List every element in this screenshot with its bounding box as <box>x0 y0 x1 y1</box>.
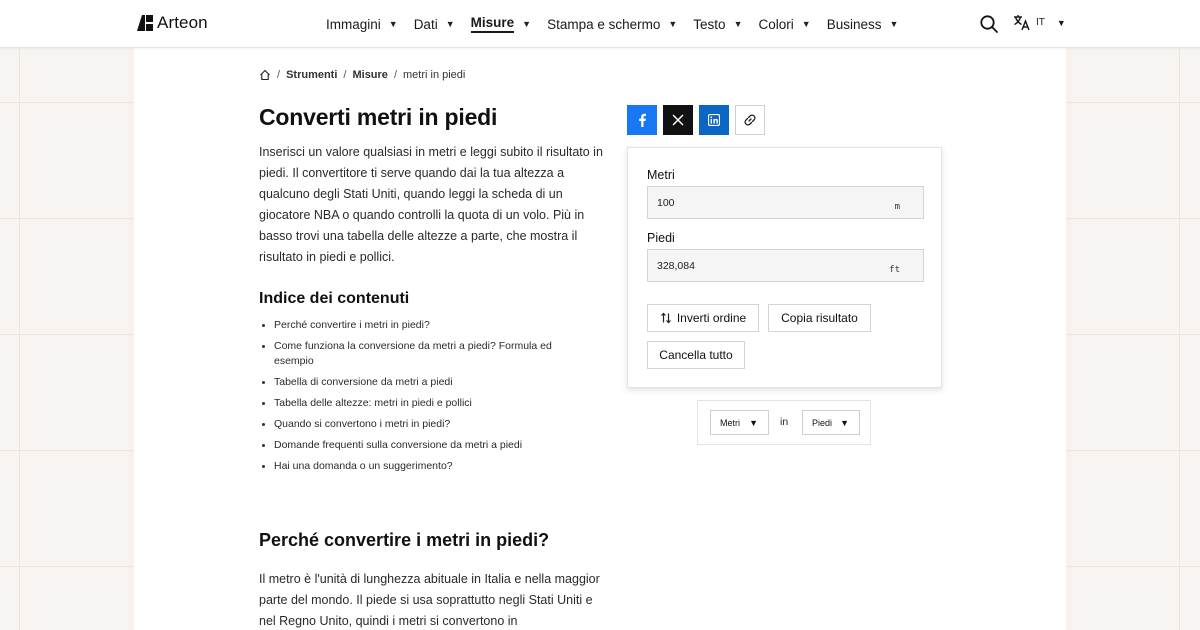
home-icon[interactable] <box>259 69 271 81</box>
from-unit-value: Metri <box>720 417 740 428</box>
meters-input[interactable] <box>647 186 924 219</box>
nav-item-dati[interactable] <box>414 0 455 48</box>
chevron-down-icon: ▼ <box>668 19 678 29</box>
chevron-down-icon: ▼ <box>445 19 455 29</box>
main-content <box>134 48 1066 630</box>
chevron-down-icon: ▼ <box>889 19 899 29</box>
breadcrumb-current: metri in piedi <box>403 69 466 81</box>
meters-label: Metri <box>647 168 675 182</box>
breadcrumb <box>259 69 465 81</box>
nav-label: Stampa e schermo <box>547 16 661 32</box>
chevron-down-icon: ▼ <box>749 417 758 428</box>
feet-value: 328,084 <box>657 259 695 272</box>
share-x-button[interactable] <box>663 105 693 135</box>
facebook-icon <box>636 113 648 127</box>
meters-value: 100 <box>657 196 675 209</box>
from-unit-select[interactable] <box>710 410 769 435</box>
page-title: Converti metri in piedi <box>259 104 498 130</box>
nav-label: Immagini <box>326 16 381 32</box>
swap-button[interactable] <box>647 304 759 332</box>
toc-title: Indice dei contenuti <box>259 290 410 307</box>
feet-unit: ft <box>889 265 900 275</box>
chevron-down-icon: ▼ <box>522 19 532 29</box>
brand-name: Arteon <box>157 13 208 32</box>
breadcrumb-separator: / <box>393 69 397 81</box>
nav-label: Testo <box>693 16 726 32</box>
nav-item-immagini[interactable] <box>326 0 398 48</box>
to-unit-value: Piedi <box>812 417 833 428</box>
share-linkedin-button[interactable] <box>699 105 729 135</box>
translate-icon <box>1013 14 1030 31</box>
nav-label: Dati <box>413 16 438 32</box>
intro-paragraph: Inserisci un valore qualsiasi in metri e leggi subito il risultato in piedi. Il convertitore ti serve quando dai la tua altezza a qualcuno degli Stati Uniti, quando leggi la scheda di un giocatore NBA o quando controlli la quota di un volo. Più in basso trovi una tabella delle altezze a parte, che mostra il risultato in piedi e pollici. <box>259 145 603 264</box>
nav-item-colori[interactable] <box>759 0 811 48</box>
swap-icon <box>660 312 672 324</box>
top-header <box>0 0 1200 48</box>
link-icon <box>743 113 757 127</box>
copy-result-label: Copia risultato <box>781 311 858 325</box>
nav-label: Colori <box>758 16 794 32</box>
toc-item[interactable]: Domande frequenti sulla conversione da metri a piedi <box>259 438 569 453</box>
converter-panel <box>627 147 942 388</box>
section-title: Perché convertire i metri in piedi? <box>259 530 550 550</box>
chevron-down-icon: ▼ <box>388 19 398 29</box>
unit-connector: in <box>780 416 789 428</box>
brand-logo-icon <box>137 15 153 31</box>
chevron-down-icon: ▼ <box>801 19 811 29</box>
brand-logo[interactable] <box>137 13 208 33</box>
main-nav <box>326 0 914 48</box>
chevron-down-icon: ▼ <box>733 19 743 29</box>
swap-label: Inverti ordine <box>676 311 747 325</box>
nav-item-stampa[interactable] <box>547 0 677 48</box>
breadcrumb-separator: / <box>277 69 281 81</box>
share-facebook-button[interactable] <box>627 105 657 135</box>
toc-item[interactable]: Tabella delle altezze: metri in piedi e pollici <box>259 396 569 411</box>
clear-all-button[interactable] <box>647 341 745 369</box>
breadcrumb-separator: / <box>343 69 347 81</box>
toc-item[interactable]: Quando si convertono i metri in piedi? <box>259 417 569 432</box>
linkedin-icon <box>708 114 720 126</box>
breadcrumb-strumenti[interactable]: Strumenti <box>286 69 338 81</box>
to-unit-select[interactable] <box>802 410 860 435</box>
clear-all-label: Cancella tutto <box>659 348 733 362</box>
search-icon[interactable] <box>979 14 999 34</box>
breadcrumb-misure[interactable]: Misure <box>352 69 388 81</box>
language-switcher[interactable] <box>1013 14 1066 31</box>
nav-item-business[interactable] <box>827 0 899 48</box>
feet-label: Piedi <box>647 231 675 245</box>
section-paragraph: Il metro è l'unità di lunghezza abituale in Italia e nella maggior parte del mondo. Il piede si usa soprattutto negli Stati Uniti e nel Regno Unito, quindi i metri si convertono in <box>259 572 600 628</box>
toc-item[interactable]: Perché convertire i metri in piedi? <box>259 318 569 333</box>
meters-unit: m <box>894 202 900 212</box>
copy-link-button[interactable] <box>735 105 765 135</box>
toc-item[interactable]: Tabella di conversione da metri a piedi <box>259 375 569 390</box>
chevron-down-icon: ▼ <box>1056 17 1066 28</box>
nav-item-testo[interactable] <box>693 0 742 48</box>
feet-input[interactable] <box>647 249 924 282</box>
chevron-down-icon: ▼ <box>840 417 849 428</box>
nav-label: Business <box>826 16 882 32</box>
language-code: IT <box>1036 17 1045 28</box>
x-icon <box>672 114 684 126</box>
toc-item[interactable]: Hai una domanda o un suggerimento? <box>259 459 569 474</box>
nav-label: Misure <box>471 15 515 33</box>
share-buttons <box>627 105 765 135</box>
table-of-contents <box>259 318 569 480</box>
copy-result-button[interactable] <box>768 304 871 332</box>
nav-item-misure[interactable] <box>471 0 531 48</box>
toc-item[interactable]: Come funziona la conversione da metri a piedi? Formula ed esempio <box>259 339 569 369</box>
unit-selector <box>697 400 871 445</box>
